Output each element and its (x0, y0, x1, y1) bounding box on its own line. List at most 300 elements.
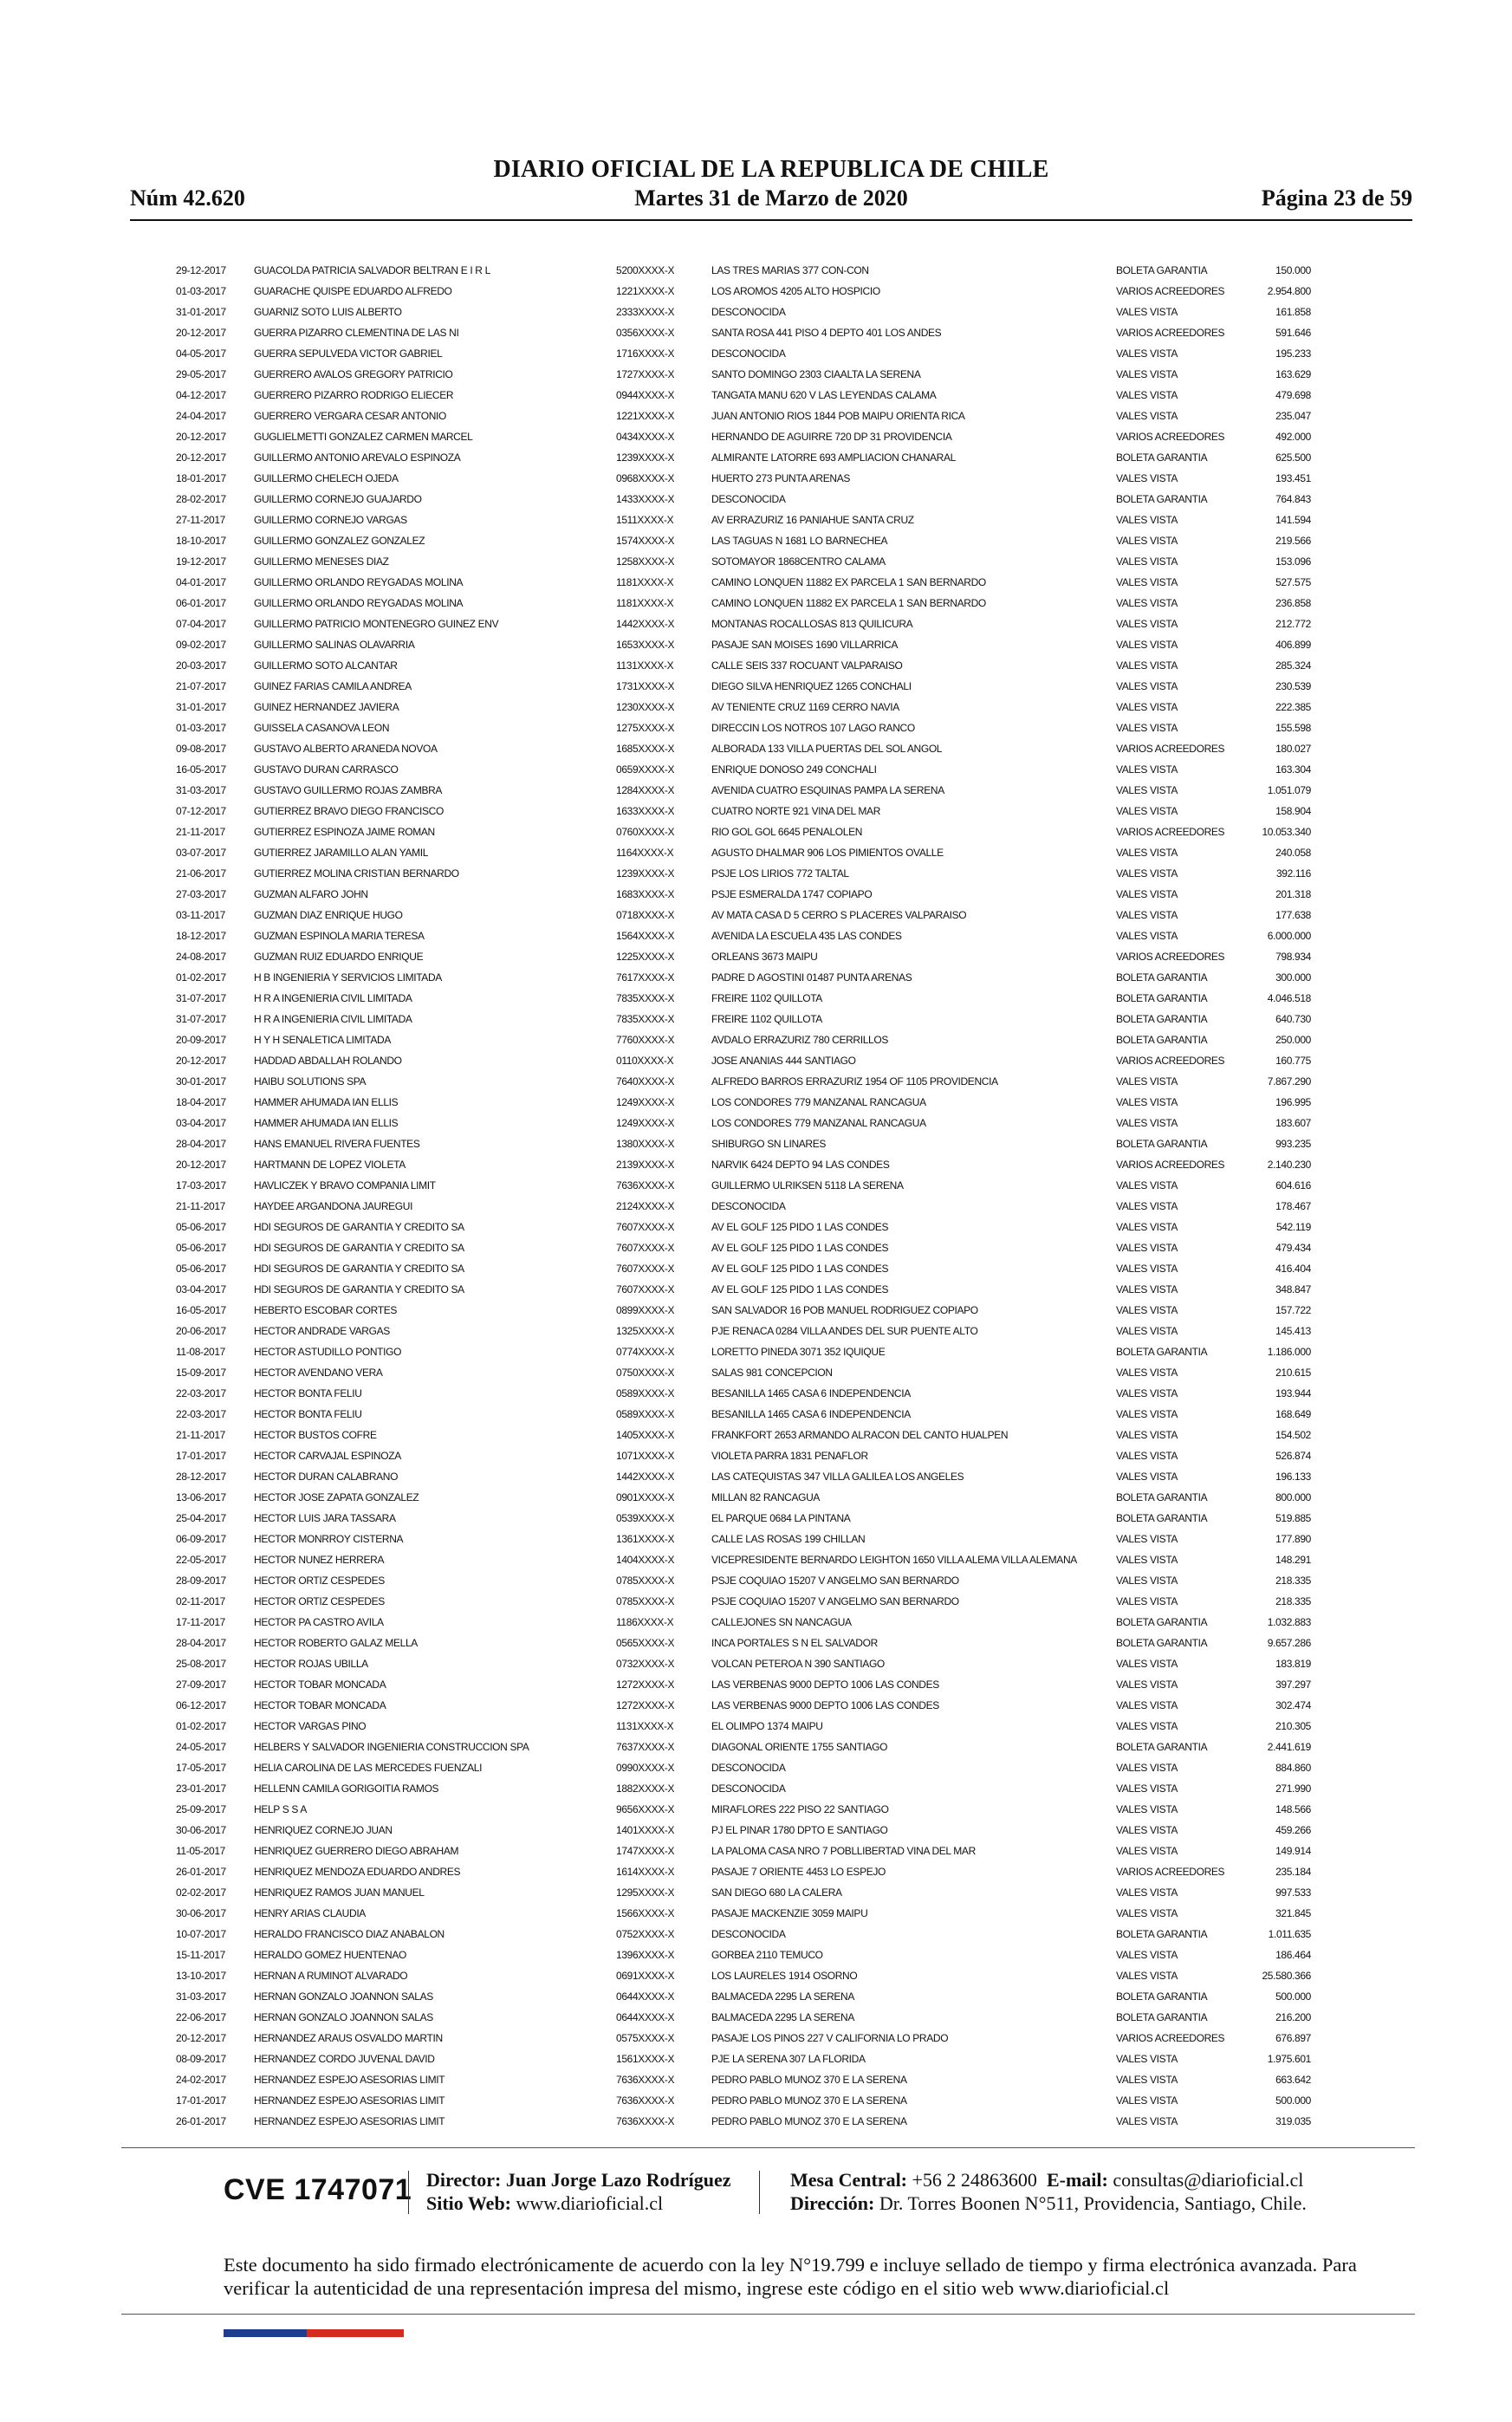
row-date: 24-02-2017 (176, 2074, 226, 2086)
row-type: VALES VISTA (1116, 1554, 1178, 1566)
row-address: ENRIQUE DONOSO 249 CONCHALI (711, 763, 877, 776)
row-address: MIRAFLORES 222 PISO 22 SANTIAGO (711, 1803, 889, 1815)
row-amount: 216.200 (1275, 2011, 1311, 2023)
row-address: AV TENIENTE CRUZ 1169 CERRO NAVIA (711, 701, 899, 713)
row-name: HECTOR NUNEZ HERRERA (254, 1554, 385, 1566)
row-address: PASAJE 7 ORIENTE 4453 LO ESPEJO (711, 1866, 886, 1878)
row-date: 04-12-2017 (176, 389, 226, 401)
row-date: 30-01-2017 (176, 1075, 226, 1088)
row-type: VALES VISTA (1116, 1179, 1178, 1192)
row-amount: 1.032.883 (1267, 1616, 1311, 1628)
row-rut: 0110XXXX-X (616, 1055, 674, 1067)
row-name: GUILLERMO ORLANDO REYGADAS MOLINA (254, 576, 464, 588)
row-date: 03-04-2017 (176, 1117, 226, 1129)
row-date: 31-07-2017 (176, 992, 226, 1004)
row-address: CALLE SEIS 337 ROCUANT VALPARAISO (711, 659, 903, 672)
row-name: HERNANDEZ ARAUS OSVALDO MARTIN (254, 2032, 443, 2044)
row-rut: 0565XXXX-X (616, 1637, 675, 1649)
row-date: 09-02-2017 (176, 639, 226, 651)
row-type: BOLETA GARANTIA (1116, 1741, 1208, 1753)
row-address: AV EL GOLF 125 PIDO 1 LAS CONDES (711, 1242, 889, 1254)
row-rut: 1564XXXX-X (616, 930, 675, 942)
row-name: GUINEZ FARIAS CAMILA ANDREA (254, 680, 412, 692)
row-address: TANGATA MANU 620 V LAS LEYENDAS CALAMA (711, 389, 937, 401)
table-row (176, 884, 1311, 905)
row-address: FREIRE 1102 QUILLOTA (711, 1013, 822, 1025)
row-name: H R A INGENIERIA CIVIL LIMITADA (254, 992, 412, 1004)
row-amount: 158.904 (1275, 805, 1311, 817)
row-name: GUILLERMO MENESES DIAZ (254, 555, 389, 568)
row-amount: 406.899 (1275, 639, 1311, 651)
row-date: 25-04-2017 (176, 1512, 226, 1524)
table-row (176, 572, 1311, 593)
page-header (130, 156, 1412, 217)
row-rut: 1239XXXX-X (616, 451, 675, 464)
table-row (176, 551, 1311, 572)
row-address: AV ERRAZURIZ 16 PANIAHUE SANTA CRUZ (711, 514, 914, 526)
footer-separator (759, 2171, 760, 2214)
row-address: AV EL GOLF 125 PIDO 1 LAS CONDES (711, 1263, 889, 1275)
row-type: VALES VISTA (1116, 597, 1178, 609)
row-rut: 0968XXXX-X (616, 472, 675, 484)
row-name: H R A INGENIERIA CIVIL LIMITADA (254, 1013, 412, 1025)
row-amount: 526.874 (1275, 1450, 1311, 1462)
mesa-label: Mesa Central: (790, 2169, 908, 2191)
row-rut: 1164XXXX-X (616, 847, 674, 859)
table-row (176, 1154, 1311, 1175)
row-address: DESCONOCIDA (711, 347, 786, 360)
table-row (176, 2028, 1311, 2049)
row-date: 25-08-2017 (176, 1658, 226, 1670)
table-row (176, 863, 1311, 884)
row-rut: 0901XXXX-X (616, 1491, 675, 1503)
row-amount: 193.451 (1275, 472, 1311, 484)
row-address: AV MATA CASA D 5 CERRO S PLACERES VALPARAISO (711, 909, 967, 921)
table-row (176, 801, 1311, 821)
row-address: DIEGO SILVA HENRIQUEZ 1265 CONCHALI (711, 680, 912, 692)
table-row (176, 676, 1311, 697)
row-date: 20-12-2017 (176, 327, 226, 339)
row-date: 21-06-2017 (176, 867, 226, 880)
row-amount: 196.995 (1275, 1096, 1311, 1108)
row-date: 20-09-2017 (176, 1034, 226, 1046)
row-amount: 2.441.619 (1267, 1741, 1311, 1753)
row-type: VALES VISTA (1116, 1387, 1178, 1399)
table-row (176, 1674, 1311, 1695)
row-type: VALES VISTA (1116, 1200, 1178, 1212)
row-type: BOLETA GARANTIA (1116, 2011, 1208, 2023)
row-amount: 993.235 (1275, 1138, 1311, 1150)
row-amount: 884.860 (1275, 1762, 1311, 1774)
row-name: GUZMAN ESPINOLA MARIA TERESA (254, 930, 425, 942)
table-row (176, 780, 1311, 801)
row-amount: 154.502 (1275, 1429, 1311, 1441)
table-row (176, 1050, 1311, 1071)
table-row (176, 655, 1311, 676)
row-type: BOLETA GARANTIA (1116, 1491, 1208, 1503)
row-date: 30-06-2017 (176, 1907, 226, 1919)
row-rut: 1221XXXX-X (616, 285, 675, 297)
row-address: PJE LA SERENA 307 LA FLORIDA (711, 2053, 866, 2065)
row-date: 17-11-2017 (176, 1616, 225, 1628)
row-date: 31-01-2017 (176, 306, 226, 318)
table-row (176, 1757, 1311, 1778)
row-date: 20-12-2017 (176, 1159, 226, 1171)
row-name: GUILLERMO PATRICIO MONTENEGRO GUINEZ ENV (254, 618, 499, 630)
row-type: VALES VISTA (1116, 347, 1178, 360)
web-label: Sitio Web: (426, 2192, 512, 2214)
row-type: VARIOS ACREEDORES (1116, 327, 1225, 339)
row-rut: 9656XXXX-X (616, 1803, 675, 1815)
address-value: Dr. Torres Boonen N°511, Providencia, Santiago, Chile. (879, 2192, 1307, 2214)
row-date: 29-12-2017 (176, 264, 226, 276)
email-link[interactable]: consultas@diarioficial.cl (1113, 2169, 1304, 2191)
row-name: HAVLICZEK Y BRAVO COMPANIA LIMIT (254, 1179, 436, 1192)
table-row (176, 1570, 1311, 1591)
row-rut: 1181XXXX-X (616, 597, 674, 609)
table-row (176, 1695, 1311, 1716)
table-row (176, 281, 1311, 302)
row-name: HERNAN A RUMINOT ALVARADO (254, 1970, 408, 1982)
row-address: LOS LAURELES 1914 OSORNO (711, 1970, 858, 1982)
row-name: HARTMANN DE LOPEZ VIOLETA (254, 1159, 406, 1171)
row-name: HENRIQUEZ MENDOZA EDUARDO ANDRES (254, 1866, 461, 1878)
row-amount: 392.116 (1275, 867, 1311, 880)
row-address: AVDALO ERRAZURIZ 780 CERRILLOS (711, 1034, 889, 1046)
row-name: HECTOR TOBAR MONCADA (254, 1699, 386, 1711)
row-type: BOLETA GARANTIA (1116, 1346, 1208, 1358)
table-row (176, 1425, 1311, 1445)
row-amount: 416.404 (1275, 1263, 1311, 1275)
row-date: 01-03-2017 (176, 722, 226, 734)
row-type: VARIOS ACREEDORES (1116, 743, 1225, 755)
row-rut: 1325XXXX-X (616, 1325, 675, 1337)
row-amount: 764.843 (1275, 493, 1311, 505)
row-name: GUILLERMO SOTO ALCANTAR (254, 659, 398, 672)
row-rut: 1633XXXX-X (616, 805, 675, 817)
row-type: BOLETA GARANTIA (1116, 1637, 1208, 1649)
row-type: VALES VISTA (1116, 472, 1178, 484)
row-amount: 2.954.800 (1267, 285, 1311, 297)
row-amount: 348.847 (1275, 1283, 1311, 1295)
row-type: VALES VISTA (1116, 514, 1178, 526)
row-address: LOS CONDORES 779 MANZANAL RANCAGUA (711, 1096, 926, 1108)
row-type: VARIOS ACREEDORES (1116, 285, 1225, 297)
row-amount: 10.053.340 (1262, 826, 1311, 838)
row-amount: 210.305 (1275, 1720, 1311, 1732)
row-name: GUILLERMO CORNEJO GUAJARDO (254, 493, 422, 505)
row-rut: 1574XXXX-X (616, 535, 675, 547)
row-amount: 479.698 (1275, 389, 1311, 401)
row-type: VALES VISTA (1116, 1096, 1178, 1108)
table-row (176, 406, 1311, 426)
row-type: VALES VISTA (1116, 2074, 1178, 2086)
row-amount: 459.266 (1275, 1824, 1311, 1836)
row-date: 18-01-2017 (176, 472, 226, 484)
row-type: VALES VISTA (1116, 1367, 1178, 1379)
table-row (176, 1861, 1311, 1882)
row-date: 01-02-2017 (176, 1720, 226, 1732)
row-rut: 1284XXXX-X (616, 784, 675, 796)
row-type: VALES VISTA (1116, 1595, 1178, 1607)
table-row (176, 302, 1311, 322)
row-address: SHIBURGO SN LINARES (711, 1138, 827, 1150)
row-type: VARIOS ACREEDORES (1116, 1055, 1225, 1067)
row-name: HECTOR PA CASTRO AVILA (254, 1616, 384, 1628)
table-row (176, 1799, 1311, 1820)
row-type: VALES VISTA (1116, 1408, 1178, 1420)
row-type: BOLETA GARANTIA (1116, 1990, 1208, 2003)
signature-notice: Este documento ha sido firmado electrónicamente de acuerdo con la ley N°19.799 e incluye sellado de tiempo y firma electrónica avanzada. Para verificar la autenticidad de una representación impresa del mismo, ingrese este código en el sitio web www.diarioficial.cl (224, 2254, 1357, 2299)
table-row (176, 385, 1311, 406)
row-amount: 500.000 (1275, 1990, 1311, 2003)
row-type: VALES VISTA (1116, 410, 1178, 422)
row-rut: 7636XXXX-X (616, 2115, 675, 2127)
row-date: 15-09-2017 (176, 1367, 226, 1379)
row-type: VALES VISTA (1116, 909, 1178, 921)
row-name: HECTOR VARGAS PINO (254, 1720, 367, 1732)
row-rut: 0750XXXX-X (616, 1367, 675, 1379)
table-row (176, 1237, 1311, 1258)
row-type: VALES VISTA (1116, 722, 1178, 734)
row-type: VALES VISTA (1116, 1575, 1178, 1587)
web-link[interactable]: www.diarioficial.cl (516, 2192, 664, 2214)
row-amount: 1.011.635 (1268, 1928, 1311, 1940)
row-address: BESANILLA 1465 CASA 6 INDEPENDENCIA (711, 1408, 911, 1420)
row-name: GUILLERMO CORNEJO VARGAS (254, 514, 407, 526)
row-type: VALES VISTA (1116, 306, 1178, 318)
row-amount: 212.772 (1275, 618, 1311, 630)
row-type: VALES VISTA (1116, 2094, 1178, 2107)
row-type: VALES VISTA (1116, 389, 1178, 401)
row-type: VALES VISTA (1116, 1429, 1178, 1441)
row-amount: 210.615 (1275, 1367, 1311, 1379)
row-rut: 7835XXXX-X (616, 992, 675, 1004)
row-rut: 7607XXXX-X (616, 1242, 675, 1254)
row-amount: 1.975.601 (1267, 2053, 1311, 2065)
row-address: CUATRO NORTE 921 VINA DEL MAR (711, 805, 881, 817)
table-row (176, 1716, 1311, 1737)
row-name: H Y H SENALETICA LIMITADA (254, 1034, 391, 1046)
row-rut: 1239XXXX-X (616, 867, 675, 880)
row-amount: 153.096 (1275, 555, 1311, 568)
row-address: CAMINO LONQUEN 11882 EX PARCELA 1 SAN BERNARDO (711, 597, 986, 609)
row-name: HENRIQUEZ GUERRERO DIEGO ABRAHAM (254, 1845, 459, 1857)
row-rut: 0785XXXX-X (616, 1595, 675, 1607)
row-rut: 7760XXXX-X (616, 1034, 675, 1046)
row-type: VARIOS ACREEDORES (1116, 2032, 1225, 2044)
row-address: JUAN ANTONIO RIOS 1844 POB MAIPU ORIENTA RICA (711, 410, 965, 422)
director-label: Director: (426, 2169, 502, 2191)
row-type: VALES VISTA (1116, 1803, 1178, 1815)
row-amount: 235.047 (1275, 410, 1311, 422)
row-name: HENRIQUEZ CORNEJO JUAN (254, 1824, 393, 1836)
row-name: GUTIERREZ ESPINOZA JAIME ROMAN (254, 826, 435, 838)
row-name: HERNANDEZ ESPEJO ASESORIAS LIMIT (254, 2115, 445, 2127)
row-type: VALES VISTA (1116, 1221, 1178, 1233)
table-row (176, 426, 1311, 447)
table-row (176, 1591, 1311, 1612)
table-row (176, 1466, 1311, 1487)
table-row (176, 1549, 1311, 1570)
table-row (176, 1945, 1311, 1965)
row-rut: 7636XXXX-X (616, 1179, 675, 1192)
table-row (176, 1300, 1311, 1321)
row-rut: 1272XXXX-X (616, 1679, 675, 1691)
row-amount: 177.638 (1275, 909, 1311, 921)
row-type: VALES VISTA (1116, 1824, 1178, 1836)
table-row (176, 489, 1311, 510)
row-date: 20-12-2017 (176, 2032, 226, 2044)
row-amount: 604.616 (1275, 1179, 1311, 1192)
table-row (176, 593, 1311, 614)
table-row (176, 1903, 1311, 1924)
row-address: SOTOMAYOR 1868CENTRO CALAMA (711, 555, 886, 568)
row-date: 13-10-2017 (176, 1970, 226, 1982)
row-rut: 1404XXXX-X (616, 1554, 675, 1566)
row-date: 17-01-2017 (176, 1450, 226, 1462)
row-address: ALFREDO BARROS ERRAZURIZ 1954 OF 1105 PROVIDENCIA (711, 1075, 998, 1088)
row-type: VALES VISTA (1116, 618, 1178, 630)
row-date: 22-03-2017 (176, 1387, 226, 1399)
table-row (176, 905, 1311, 925)
row-address: MONTANAS ROCALLOSAS 813 QUILICURA (711, 618, 913, 630)
row-address: DESCONOCIDA (711, 493, 786, 505)
row-address: FRANKFORT 2653 ARMANDO ALRACON DEL CANTO HUALPEN (711, 1429, 1009, 1441)
row-address: DESCONOCIDA (711, 1782, 786, 1795)
row-type: VALES VISTA (1116, 847, 1178, 859)
table-row (176, 1009, 1311, 1029)
row-address: PADRE D AGOSTINI 01487 PUNTA ARENAS (711, 971, 912, 984)
row-amount: 235.184 (1275, 1866, 1311, 1878)
row-type: VALES VISTA (1116, 1117, 1178, 1129)
table-row (176, 634, 1311, 655)
row-date: 21-07-2017 (176, 680, 226, 692)
issue-number: Núm 42.620 (130, 185, 245, 211)
row-date: 28-09-2017 (176, 1575, 226, 1587)
row-type: BOLETA GARANTIA (1116, 1034, 1208, 1046)
row-amount: 2.140.230 (1267, 1159, 1311, 1171)
row-date: 05-06-2017 (176, 1221, 226, 1233)
row-type: BOLETA GARANTIA (1116, 1616, 1208, 1628)
row-type: VALES VISTA (1116, 1679, 1178, 1691)
table-row (176, 1508, 1311, 1529)
row-type: VARIOS ACREEDORES (1116, 951, 1225, 963)
table-row (176, 1737, 1311, 1757)
row-address: DIRECCIN LOS NOTROS 107 LAGO RANCO (711, 722, 915, 734)
row-type: BOLETA GARANTIA (1116, 971, 1208, 984)
row-amount: 492.000 (1275, 431, 1311, 443)
row-type: BOLETA GARANTIA (1116, 1138, 1208, 1150)
table-row (176, 1820, 1311, 1841)
row-amount: 183.607 (1275, 1117, 1311, 1129)
row-name: GUERRERO AVALOS GREGORY PATRICIO (254, 368, 453, 380)
row-rut: 2139XXXX-X (616, 1159, 675, 1171)
row-amount: 625.500 (1275, 451, 1311, 464)
row-amount: 285.324 (1275, 659, 1311, 672)
table-row (176, 1341, 1311, 1362)
row-address: GUILLERMO ULRIKSEN 5118 LA SERENA (711, 1179, 904, 1192)
table-row (176, 821, 1311, 842)
row-amount: 218.335 (1275, 1575, 1311, 1587)
row-date: 20-12-2017 (176, 431, 226, 443)
row-amount: 155.598 (1275, 722, 1311, 734)
row-amount: 218.335 (1275, 1595, 1311, 1607)
table-row (176, 1092, 1311, 1113)
row-name: GUINEZ HERNANDEZ JAVIERA (254, 701, 399, 713)
row-amount: 230.539 (1275, 680, 1311, 692)
row-address: NARVIK 6424 DEPTO 94 LAS CONDES (711, 1159, 890, 1171)
row-date: 16-05-2017 (176, 1304, 226, 1316)
row-address: AV EL GOLF 125 PIDO 1 LAS CONDES (711, 1221, 889, 1233)
row-amount: 150.000 (1275, 264, 1311, 276)
row-address: INCA PORTALES S N EL SALVADOR (711, 1637, 878, 1649)
row-date: 25-09-2017 (176, 1803, 226, 1815)
row-date: 05-06-2017 (176, 1242, 226, 1254)
row-name: HANS EMANUEL RIVERA FUENTES (254, 1138, 420, 1150)
row-address: LAS TAGUAS N 1681 LO BARNECHEA (711, 535, 888, 547)
row-rut: 0732XXXX-X (616, 1658, 675, 1670)
row-date: 24-08-2017 (176, 951, 226, 963)
row-address: SANTA ROSA 441 PISO 4 DEPTO 401 LOS ANDES (711, 327, 942, 339)
row-amount: 397.297 (1275, 1679, 1311, 1691)
table-row (176, 1133, 1311, 1154)
row-name: HECTOR ORTIZ CESPEDES (254, 1595, 385, 1607)
row-amount: 177.890 (1275, 1533, 1311, 1545)
row-type: VALES VISTA (1116, 1949, 1178, 1961)
row-name: HECTOR TOBAR MONCADA (254, 1679, 386, 1691)
row-date: 18-12-2017 (176, 930, 226, 942)
row-date: 26-01-2017 (176, 2115, 226, 2127)
row-address: PJ EL PINAR 1780 DPTO E SANTIAGO (711, 1824, 888, 1836)
table-row (176, 1487, 1311, 1508)
row-rut: 7607XXXX-X (616, 1283, 675, 1295)
row-rut: 0944XXXX-X (616, 389, 675, 401)
row-address: HERNANDO DE AGUIRRE 720 DP 31 PROVIDENCIA (711, 431, 952, 443)
row-rut: 1442XXXX-X (616, 1471, 675, 1483)
row-name: GUILLERMO GONZALEZ GONZALEZ (254, 535, 425, 547)
row-amount: 676.897 (1275, 2032, 1311, 2044)
row-address: PSJE LOS LIRIOS 772 TALTAL (711, 867, 849, 880)
cve-code: CVE 1747071 (224, 2173, 412, 2206)
row-amount: 302.474 (1275, 1699, 1311, 1711)
row-address: CAMINO LONQUEN 11882 EX PARCELA 1 SAN BERNARDO (711, 576, 986, 588)
row-rut: 1258XXXX-X (616, 555, 675, 568)
row-rut: 1131XXXX-X (616, 1720, 674, 1732)
row-date: 08-09-2017 (176, 2053, 226, 2065)
mesa-phone: +56 2 24863600 (912, 2169, 1037, 2191)
row-address: LORETTO PINEDA 3071 352 IQUIQUE (711, 1346, 886, 1358)
row-address: CALLEJONES SN NANCAGUA (711, 1616, 852, 1628)
row-address: JOSE ANANIAS 444 SANTIAGO (711, 1055, 856, 1067)
row-name: HECTOR ASTUDILLO PONTIGO (254, 1346, 402, 1358)
row-name: GUZMAN ALFARO JOHN (254, 888, 368, 900)
row-type: VALES VISTA (1116, 1970, 1178, 1982)
row-address: GORBEA 2110 TEMUCO (711, 1949, 823, 1961)
row-date: 29-05-2017 (176, 368, 226, 380)
row-date: 28-04-2017 (176, 1138, 226, 1150)
row-name: HAYDEE ARGANDONA JAUREGUI (254, 1200, 413, 1212)
row-rut: 0774XXXX-X (616, 1346, 675, 1358)
row-rut: 0644XXXX-X (616, 1990, 675, 2003)
row-type: VALES VISTA (1116, 1720, 1178, 1732)
row-rut: 7636XXXX-X (616, 2094, 675, 2107)
row-name: H B INGENIERIA Y SERVICIOS LIMITADA (254, 971, 442, 984)
row-rut: 7835XXXX-X (616, 1013, 675, 1025)
row-address: FREIRE 1102 QUILLOTA (711, 992, 822, 1004)
row-date: 11-08-2017 (176, 1346, 225, 1358)
table-row (176, 697, 1311, 718)
